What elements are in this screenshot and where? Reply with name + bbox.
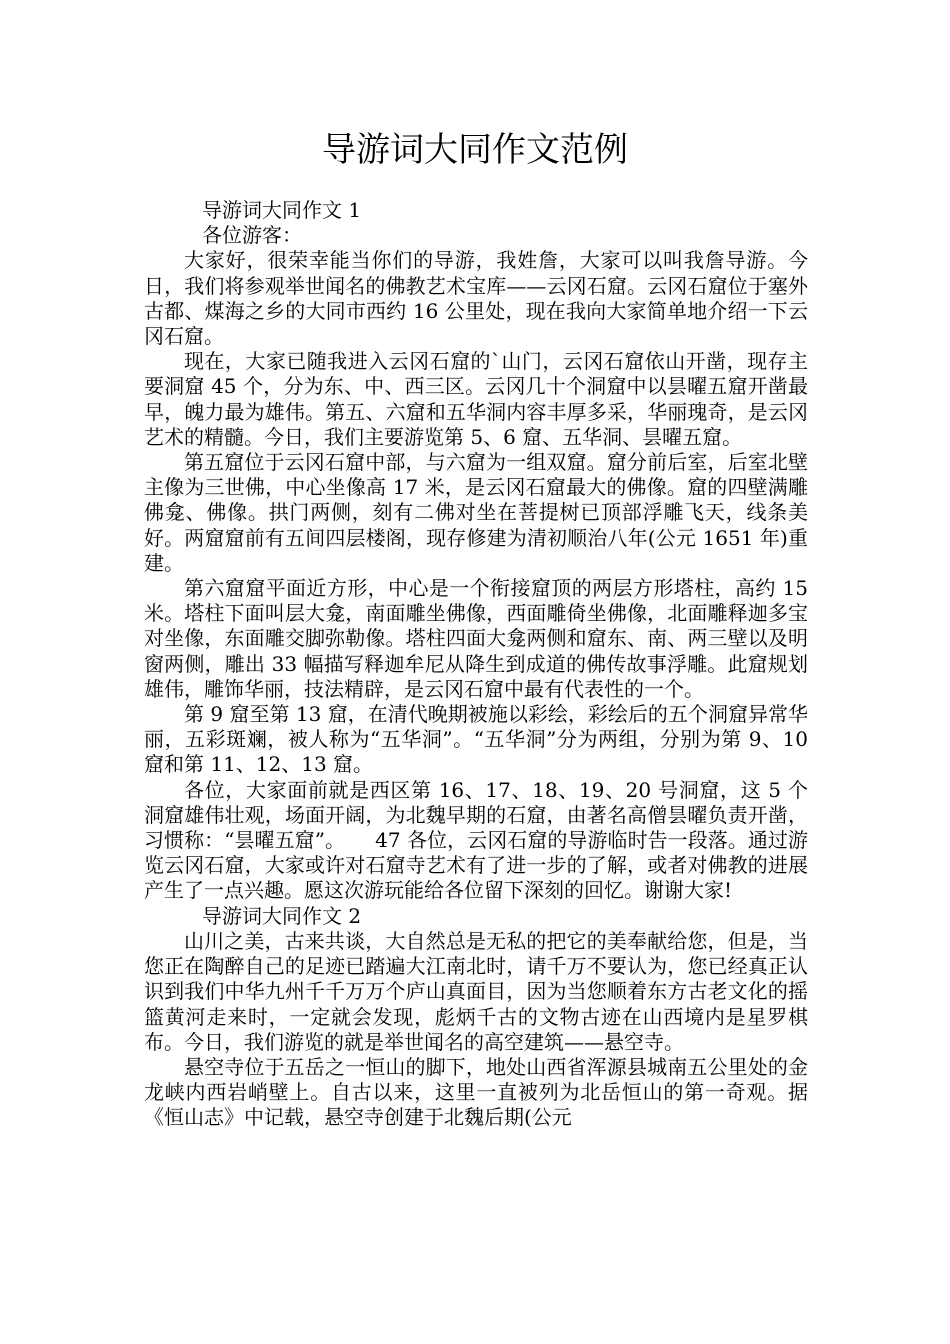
document-title: 导游词大同作文范例 [322,130,628,170]
paragraph: 山川之美，古来共谈，大自然总是无私的把它的美奉献给您，但是，当您正在陶醉自己的足迹已踏遍大江南北时，请千万不要认为，您已经真正认识到我们中华九州千千万万个庐山真面目，因为当您顺着东方古老文化的摇篮黄河走来时，一定就会发现，彪炳千古的文物古迹在山西境内是星罗棋布。今日，我们游览的就是举世闻名的高空建筑——悬空寺。 [144,928,808,1054]
section-heading: 导游词大同作文 2 [202,903,362,928]
greeting-line: 各位游客： [202,223,302,248]
section-heading: 导游词大同作文 1 [202,198,362,222]
paragraph: 悬空寺位于五岳之一恒山的脚下，地处山西省浑源县城南五公里处的金龙峡内西岩峭壁上。自古以来，这里一直被列为北岳恒山的第一奇观。据《恒山志》中记载，悬空寺创建于北魏后期(公元 [144,1054,808,1130]
paragraph: 第 9 窟至第 13 窟，在清代晚期被施以彩绘，彩绘后的五个洞窟异常华丽，五彩斑斓，被人称为“五华洞”。“五华洞”分为两组，分别为第 9、10 窟和第 11、12、13 窟。 [144,702,808,777]
paragraph: 第六窟窟平面近方形，中心是一个衔接窟顶的两层方形塔柱，高约 15 米。塔柱下面叫层大龛，南面雕坐佛像，西面雕倚坐佛像，北面雕释迦多宝对坐像，东面雕交脚弥勒像。塔柱四面大龛两侧和窟东、南、两三壁以及明窗两侧，雕出 33 幅描写释迦牟尼从降生到成道的佛传故事浮雕。此窟规划雄伟，雕饰华丽，技法精辟，是云冈石窟中最有代表性的一个。 [144,576,808,701]
paragraph: 各位，大家面前就是西区第 16、17、18、19、20 号洞窟，这 5 个洞窟雄伟壮观，场面开阔，为北魏早期的石窟，由著名高僧昙曜负责开凿，习惯称：“昙曜五窟”。 47 各位，云冈石窟的导游临时告一段落。通过游览云冈石窟，大家或许对石窟寺艺术有了进一步的了解，或者对佛教的进展产生了一点兴趣。愿这次游玩能给各位留下深刻的回忆。谢谢大家! [144,777,808,903]
paragraph: 现在，大家已随我进入云冈石窟的`山门，云冈石窟依山开凿，现存主要洞窟 45 个，分为东、中、西三区。云冈几十个洞窟中以昙曜五窟开凿最早，魄力最为雄伟。第五、六窟和五华洞内容丰厚多采，华丽瑰奇，是云冈艺术的精髓。今日，我们主要游览第 5、6 窟、五华洞、昙曜五窟。 [144,349,808,449]
paragraph: 第五窟位于云冈石窟中部，与六窟为一组双窟。窟分前后室，后室北壁主像为三世佛，中心坐像高 17 米，是云冈石窟最大的佛像。窟的四壁满雕佛龛、佛像。拱门两侧，刻有二佛对坐在菩提树已顶部浮雕飞天，线条美好。两窟窟前有五间四层楼阁，现存修建为清初顺治八年(公元 1651 年)重建。 [144,450,808,575]
paragraph: 大家好，很荣幸能当你们的导游，我姓詹，大家可以叫我詹导游。今日，我们将参观举世闻名的佛教艺术宝库——云冈石窟。云冈石窟位于塞外古都、煤海之乡的大同市西约 16 公里处，现在我向大家简单地介绍一下云冈石窟。 [144,248,808,349]
document-body [144,198,808,1131]
